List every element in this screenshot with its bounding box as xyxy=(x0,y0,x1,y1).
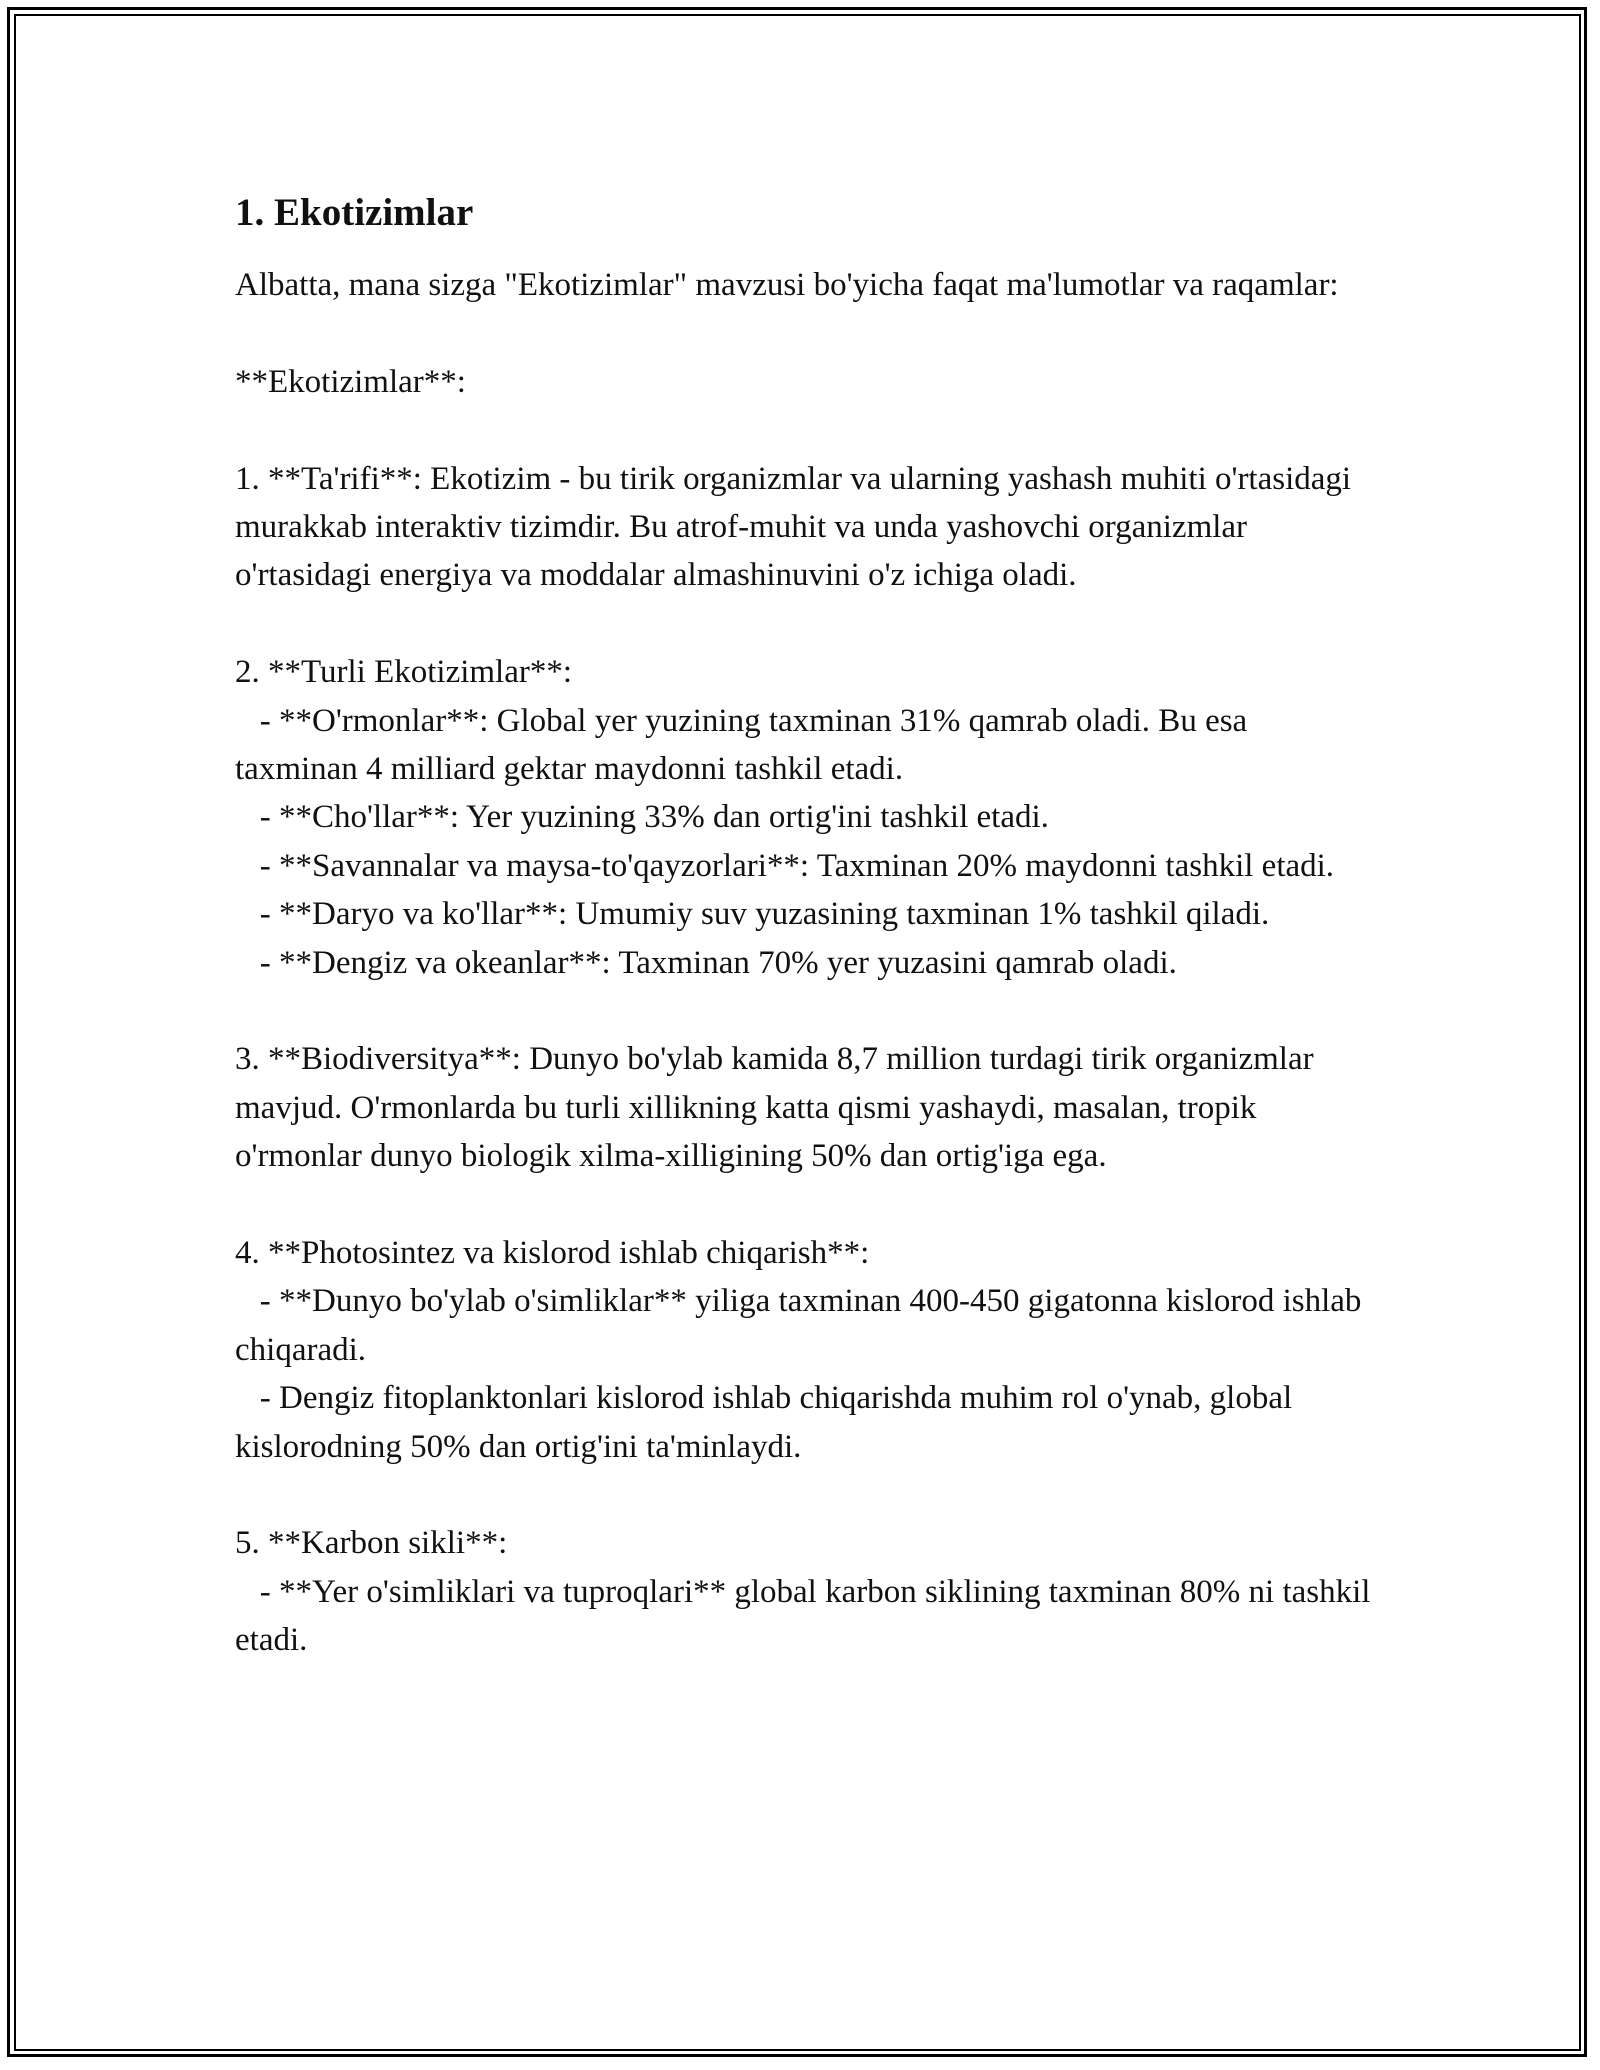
section-heading: **Ekotizimlar**: xyxy=(235,363,466,400)
item-biodiversity: 3. **Biodiversitya**: Dunyo bo'ylab kamida 8,7 million turdagi tirik organizmlar mavjud. O'rmonlarda bu turli xillikning katta qismi yashaydi, masalan, tropik o'rmonlar dunyo biologik xilma-xilligining 50% dan ortig'iga ega. xyxy=(235,1041,1322,1175)
paragraph-gap xyxy=(235,987,1375,1035)
item-ecosystem-types: 2. **Turli Ekotizimlar**: - **O'rmonlar**: Global yer yuzining taxminan 31% qamrab oladi. Bu esa taxminan 4 milliard gektar maydonni tashkil etadi. - **Cho'llar**: Yer yuzining 33% dan ortig'ini tashkil etadi. - **Savannalar va maysa-to'qayzorlari**: Taxminan 20% maydonni tashkil etadi. - **Daryo va ko'llar**: Umumiy suv yuzasining taxminan 1% tashkil qiladi. - **Dengiz va okeanlar**: Taxminan 70% yer yuzasini qamrab oladi. xyxy=(235,654,1335,981)
document-body xyxy=(235,186,1375,1665)
paragraph-gap xyxy=(235,1181,1375,1229)
intro-paragraph: Albatta, mana sizga "Ekotizimlar" mavzusi bo'yicha faqat ma'lumotlar va raqamlar: xyxy=(235,267,1339,303)
paragraph-gap xyxy=(235,600,1375,648)
paragraph-gap xyxy=(235,406,1375,454)
document-title: 1. Ekotizimlar xyxy=(235,191,474,234)
item-carbon-cycle: 5. **Karbon sikli**: - **Yer o'simliklari va tuproqlari** global karbon siklining taxminan 80% ni tashkil etadi. xyxy=(235,1525,1371,1659)
item-definition: 1. **Ta'rifi**: Ekotizim - bu tirik organizmlar va ularning yashash muhiti o'rtasidagi murakkab interaktiv tizimdir. Bu atrof-muhit va unda yashovchi organizmlar o'rtasidagi energiya va moddalar almashinuvini o'z ichiga oladi. xyxy=(235,460,1360,594)
paragraph-gap xyxy=(235,309,1375,357)
item-photosynthesis: 4. **Photosintez va kislorod ishlab chiqarish**: - **Dunyo bo'ylab o'simliklar** yiliga taxminan 400-450 gigatonna kislorod ishlab chiqaradi. - Dengiz fitoplanktonlari kislorod ishlab chiqarishda muhim rol o'ynab, global kislorodning 50% dan ortig'ini ta'minlaydi. xyxy=(235,1235,1362,1465)
paragraph-gap xyxy=(235,1471,1375,1519)
